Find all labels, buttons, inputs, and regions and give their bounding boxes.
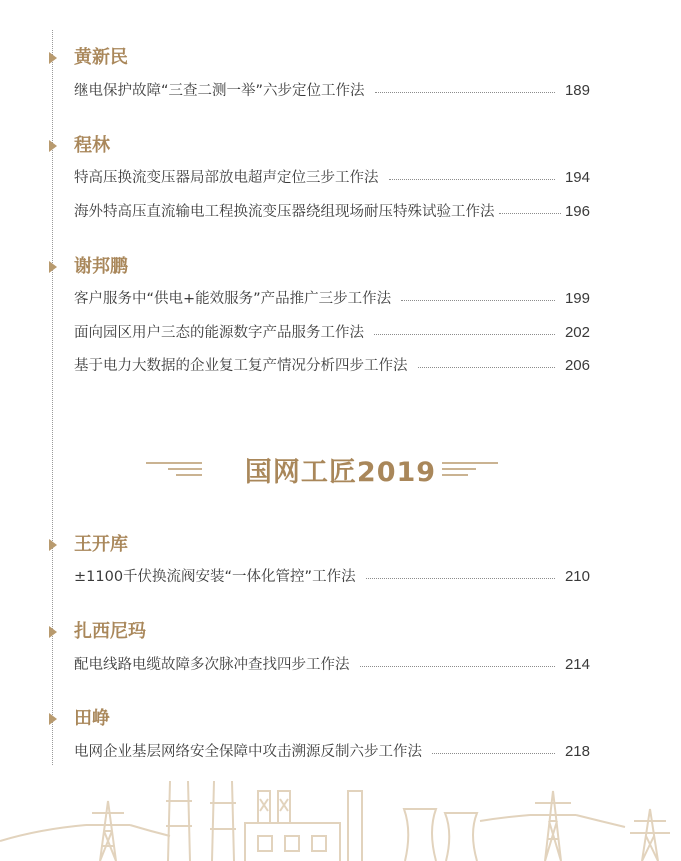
triangle-marker-icon: [49, 539, 57, 551]
triangle-marker-icon: [49, 626, 57, 638]
triangle-marker-icon: [49, 713, 57, 725]
entry-page: 218: [564, 743, 590, 760]
entry-title: 面向园区用户三态的能源数字产品服务工作法: [74, 325, 364, 341]
dot-leader: [374, 334, 555, 335]
entry-title: 海外特高压直流输电工程换流变压器绕组现场耐压特殊试验工作法: [74, 204, 495, 220]
dot-leader: [499, 213, 561, 214]
toc-entry[interactable]: [74, 355, 590, 377]
year-banner: [0, 446, 681, 490]
author-name: 田峥: [74, 708, 110, 729]
dot-leader: [432, 753, 555, 754]
author-name: 谢邦鹏: [74, 256, 128, 277]
dot-leader: [389, 179, 555, 180]
entry-page: 206: [564, 357, 590, 374]
entry-title: 电网企业基层网络安全保障中攻击溯源反制六步工作法: [74, 744, 422, 760]
entry-page: 199: [564, 290, 590, 307]
entry-page: 202: [564, 324, 590, 341]
power-grid-illustration: [0, 781, 681, 861]
entry-title: 继电保护故障“三查二测一举”六步定位工作法: [74, 83, 365, 99]
entry-title: 客户服务中“供电+能效服务”产品推广三步工作法: [74, 291, 392, 307]
entry-page: 189: [564, 82, 590, 99]
dot-leader: [360, 666, 555, 667]
toc-entry[interactable]: [74, 322, 590, 344]
dot-leader: [401, 300, 555, 301]
entry-page: 196: [564, 203, 590, 220]
dot-leader: [375, 92, 555, 93]
banner-title: 国网工匠2019: [244, 457, 437, 488]
entry-page: 210: [564, 568, 590, 585]
entry-title: ±1100千伏换流阀安装“一体化管控”工作法: [74, 569, 356, 585]
toc-entry[interactable]: [74, 654, 590, 676]
toc-entry[interactable]: [74, 80, 590, 102]
entry-title: 配电线路电缆故障多次脉冲查找四步工作法: [74, 657, 350, 673]
toc-entry[interactable]: [74, 741, 590, 763]
toc-entry[interactable]: [74, 201, 590, 223]
dot-leader: [366, 578, 555, 579]
entry-page: 214: [564, 656, 590, 673]
author-name: 程林: [74, 135, 110, 156]
toc-entry[interactable]: [74, 566, 590, 588]
entry-title: 特高压换流变压器局部放电超声定位三步工作法: [74, 170, 379, 186]
toc-entry[interactable]: [74, 288, 590, 310]
dot-leader: [418, 367, 555, 368]
triangle-marker-icon: [49, 52, 57, 64]
author-name: 王开库: [74, 534, 128, 555]
author-name: 扎西尼玛: [74, 621, 146, 642]
entry-page: 194: [564, 169, 590, 186]
triangle-marker-icon: [49, 261, 57, 273]
toc-entry[interactable]: [74, 167, 590, 189]
entry-title: 基于电力大数据的企业复工复产情况分析四步工作法: [74, 358, 408, 374]
author-name: 黄新民: [74, 47, 128, 68]
triangle-marker-icon: [49, 140, 57, 152]
banner-right-lines-icon: [442, 460, 498, 478]
